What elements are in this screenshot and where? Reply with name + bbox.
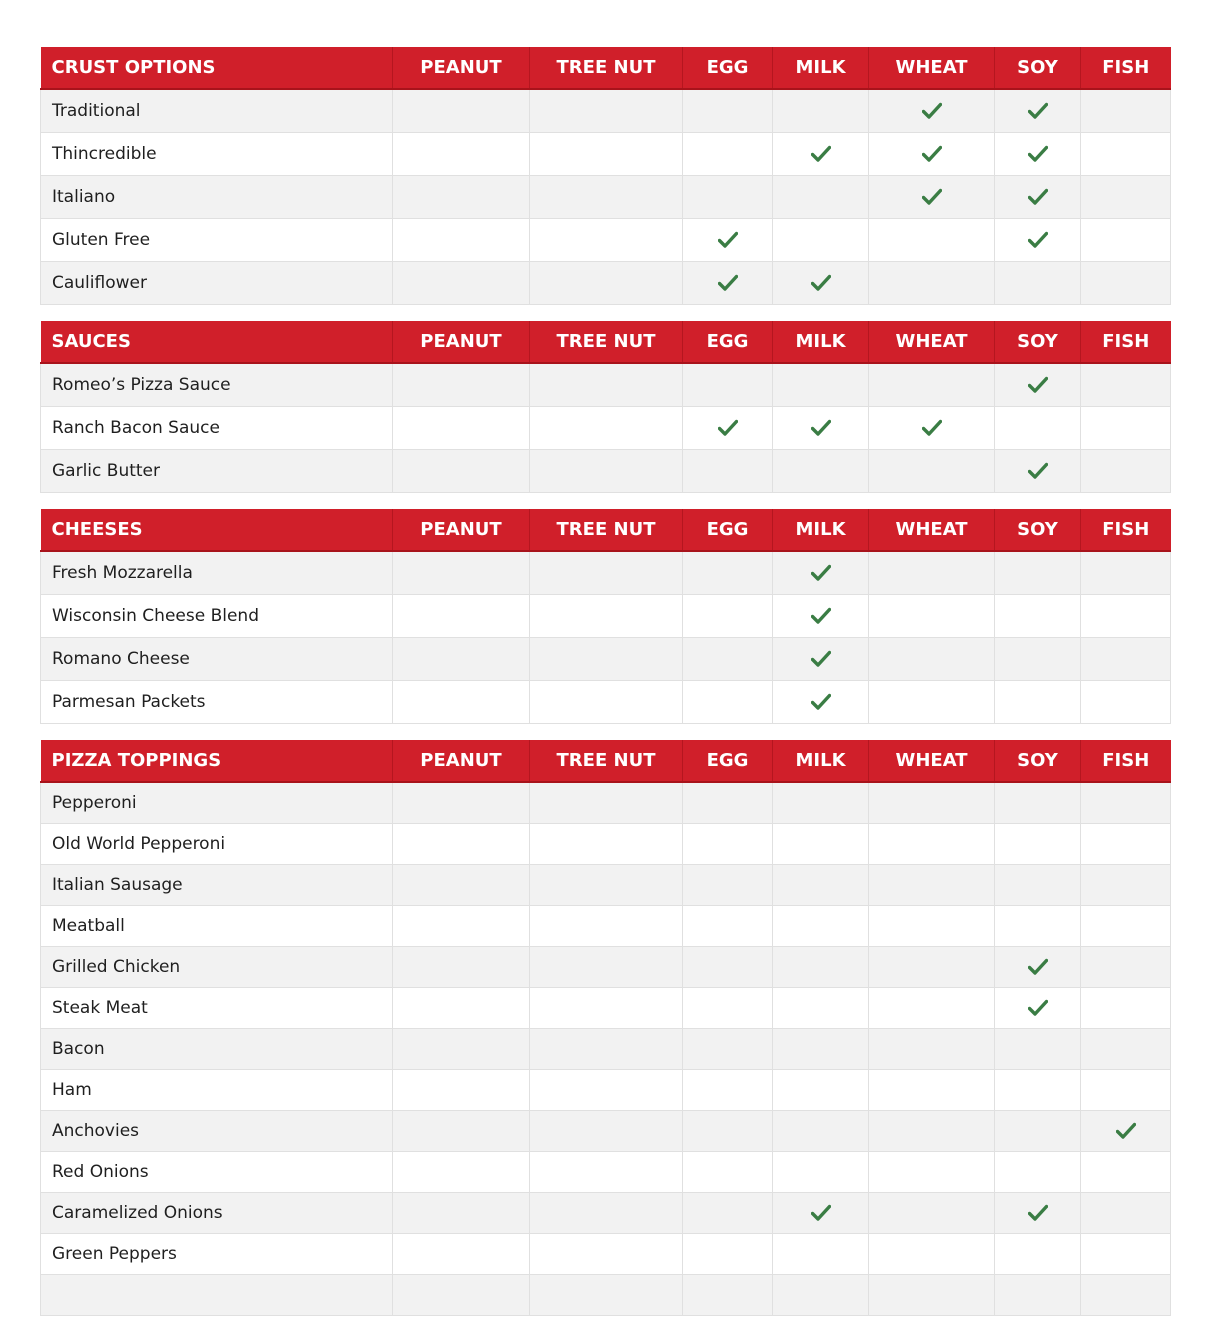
allergen-cell-milk — [773, 450, 869, 493]
allergen-cell-wheat — [869, 1152, 995, 1193]
allergen-cell-fish — [1081, 782, 1171, 824]
table-row — [41, 1111, 1171, 1152]
allergen-cell-soy — [995, 1029, 1081, 1070]
allergen-cell-soy — [995, 551, 1081, 595]
item-name: Parmesan Packets — [41, 681, 393, 724]
table-row — [41, 176, 1171, 219]
allergen-cell-milk — [773, 133, 869, 176]
allergen-cell-egg — [683, 450, 773, 493]
check-icon — [1116, 1122, 1136, 1140]
item-name: Cauliflower — [41, 262, 393, 305]
allergen-cell-egg — [683, 782, 773, 824]
allergen-cell-tree-nut — [530, 947, 683, 988]
item-name: Thincredible — [41, 133, 393, 176]
allergen-cell-milk — [773, 1070, 869, 1111]
allergen-cell-egg — [683, 1193, 773, 1234]
allergen-cell-soy — [995, 407, 1081, 450]
allergen-cell-milk — [773, 1111, 869, 1152]
allergen-cell-soy — [995, 1111, 1081, 1152]
allergen-cell-milk — [773, 551, 869, 595]
section-title: CHEESES — [41, 509, 393, 551]
allergen-cell-wheat — [869, 1193, 995, 1234]
column-header-wheat: WHEAT — [869, 509, 995, 551]
allergen-cell-soy — [995, 1152, 1081, 1193]
allergen-cell-tree-nut — [530, 450, 683, 493]
allergen-cell-fish — [1081, 219, 1171, 262]
check-icon — [811, 274, 831, 292]
allergen-cell-egg — [683, 1070, 773, 1111]
allergen-cell-milk — [773, 1152, 869, 1193]
item-name: Green Peppers — [41, 1234, 393, 1275]
allergen-cell-wheat — [869, 176, 995, 219]
allergen-cell-peanut — [393, 363, 530, 407]
allergen-cell-fish — [1081, 638, 1171, 681]
allergen-cell-tree-nut — [530, 782, 683, 824]
allergen-cell-fish — [1081, 1234, 1171, 1275]
allergen-cell-soy — [995, 1070, 1081, 1111]
allergen-cell-tree-nut — [530, 363, 683, 407]
allergen-cell-tree-nut — [530, 176, 683, 219]
allergen-cell-peanut — [393, 865, 530, 906]
allergen-cell-milk — [773, 865, 869, 906]
allergen-cell-milk — [773, 219, 869, 262]
allergen-cell-peanut — [393, 782, 530, 824]
allergen-cell-wheat — [869, 1070, 995, 1111]
column-header-wheat: WHEAT — [869, 740, 995, 782]
allergen-cell-wheat — [869, 1275, 995, 1316]
allergen-cell-egg — [683, 133, 773, 176]
allergen-cell-soy — [995, 363, 1081, 407]
allergen-cell-egg — [683, 681, 773, 724]
table-row — [41, 133, 1171, 176]
allergen-cell-peanut — [393, 262, 530, 305]
check-icon — [922, 145, 942, 163]
allergen-cell-egg — [683, 988, 773, 1029]
check-icon — [811, 145, 831, 163]
allergen-cell-peanut — [393, 1111, 530, 1152]
table-row — [41, 824, 1171, 865]
crust-options-table — [40, 47, 1171, 305]
table-row — [41, 947, 1171, 988]
column-header-soy: SOY — [995, 509, 1081, 551]
allergen-cell-fish — [1081, 865, 1171, 906]
allergen-cell-soy — [995, 824, 1081, 865]
table-row — [41, 407, 1171, 450]
allergen-cell-milk — [773, 262, 869, 305]
allergen-cell-milk — [773, 638, 869, 681]
allergen-cell-fish — [1081, 89, 1171, 133]
table-row — [41, 363, 1171, 407]
table-row — [41, 988, 1171, 1029]
check-icon — [1028, 1204, 1048, 1222]
table-row — [41, 551, 1171, 595]
check-icon — [1028, 958, 1048, 976]
check-icon — [1028, 145, 1048, 163]
allergen-cell-peanut — [393, 988, 530, 1029]
allergen-cell-wheat — [869, 133, 995, 176]
allergen-cell-wheat — [869, 638, 995, 681]
allergen-cell-fish — [1081, 262, 1171, 305]
allergen-cell-wheat — [869, 782, 995, 824]
allergen-cell-peanut — [393, 551, 530, 595]
check-icon — [718, 274, 738, 292]
allergen-chart — [40, 47, 1170, 1332]
item-name: Wisconsin Cheese Blend — [41, 595, 393, 638]
allergen-cell-soy — [995, 1275, 1081, 1316]
check-icon — [1028, 102, 1048, 120]
allergen-cell-milk — [773, 595, 869, 638]
allergen-cell-milk — [773, 176, 869, 219]
item-name: Old World Pepperoni — [41, 824, 393, 865]
allergen-cell-tree-nut — [530, 595, 683, 638]
item-name: Meatball — [41, 906, 393, 947]
allergen-cell-tree-nut — [530, 219, 683, 262]
column-header-tree-nut: TREE NUT — [530, 509, 683, 551]
check-icon — [1028, 999, 1048, 1017]
allergen-cell-soy — [995, 947, 1081, 988]
column-header-tree-nut: TREE NUT — [530, 740, 683, 782]
column-header-milk: MILK — [773, 321, 869, 363]
check-icon — [811, 650, 831, 668]
allergen-cell-fish — [1081, 595, 1171, 638]
check-icon — [811, 419, 831, 437]
column-header-soy: SOY — [995, 740, 1081, 782]
column-header-peanut: PEANUT — [393, 47, 530, 89]
allergen-cell-egg — [683, 595, 773, 638]
allergen-cell-egg — [683, 219, 773, 262]
allergen-cell-soy — [995, 89, 1081, 133]
allergen-cell-milk — [773, 824, 869, 865]
allergen-cell-egg — [683, 865, 773, 906]
column-header-egg: EGG — [683, 321, 773, 363]
allergen-cell-wheat — [869, 681, 995, 724]
item-name: Red Onions — [41, 1152, 393, 1193]
item-name: Romeo’s Pizza Sauce — [41, 363, 393, 407]
table-row — [41, 219, 1171, 262]
check-icon — [1028, 188, 1048, 206]
allergen-cell-egg — [683, 947, 773, 988]
allergen-cell-tree-nut — [530, 407, 683, 450]
allergen-cell-soy — [995, 1234, 1081, 1275]
allergen-cell-wheat — [869, 407, 995, 450]
allergen-cell-egg — [683, 176, 773, 219]
allergen-cell-fish — [1081, 1193, 1171, 1234]
column-header-peanut: PEANUT — [393, 740, 530, 782]
table-row — [41, 1029, 1171, 1070]
item-name: Anchovies — [41, 1111, 393, 1152]
table-row — [41, 865, 1171, 906]
check-icon — [718, 419, 738, 437]
allergen-cell-peanut — [393, 824, 530, 865]
table-header-row — [41, 321, 1171, 363]
allergen-cell-wheat — [869, 551, 995, 595]
allergen-cell-egg — [683, 363, 773, 407]
item-name: Garlic Butter — [41, 450, 393, 493]
allergen-cell-wheat — [869, 824, 995, 865]
allergen-cell-tree-nut — [530, 1193, 683, 1234]
allergen-cell-peanut — [393, 1152, 530, 1193]
allergen-cell-wheat — [869, 906, 995, 947]
column-header-peanut: PEANUT — [393, 321, 530, 363]
allergen-cell-milk — [773, 906, 869, 947]
allergen-cell-soy — [995, 782, 1081, 824]
allergen-cell-tree-nut — [530, 1111, 683, 1152]
allergen-cell-egg — [683, 407, 773, 450]
allergen-cell-fish — [1081, 947, 1171, 988]
allergen-cell-fish — [1081, 1029, 1171, 1070]
allergen-cell-fish — [1081, 551, 1171, 595]
allergen-cell-milk — [773, 1234, 869, 1275]
check-icon — [1028, 462, 1048, 480]
column-header-soy: SOY — [995, 47, 1081, 89]
allergen-cell-egg — [683, 1152, 773, 1193]
allergen-cell-egg — [683, 1029, 773, 1070]
allergen-cell-soy — [995, 133, 1081, 176]
item-name: Italiano — [41, 176, 393, 219]
check-icon — [811, 1204, 831, 1222]
table-row — [41, 1234, 1171, 1275]
allergen-cell-tree-nut — [530, 89, 683, 133]
table-row — [41, 906, 1171, 947]
allergen-cell-soy — [995, 595, 1081, 638]
check-icon — [811, 693, 831, 711]
allergen-cell-peanut — [393, 407, 530, 450]
item-name: Ranch Bacon Sauce — [41, 407, 393, 450]
column-header-wheat: WHEAT — [869, 47, 995, 89]
allergen-cell-egg — [683, 824, 773, 865]
table-row — [41, 1152, 1171, 1193]
table-header-row — [41, 740, 1171, 782]
table-row — [41, 1275, 1171, 1316]
allergen-cell-fish — [1081, 176, 1171, 219]
allergen-cell-tree-nut — [530, 262, 683, 305]
allergen-cell-milk — [773, 407, 869, 450]
allergen-cell-milk — [773, 89, 869, 133]
allergen-cell-tree-nut — [530, 681, 683, 724]
allergen-cell-tree-nut — [530, 1029, 683, 1070]
allergen-cell-fish — [1081, 407, 1171, 450]
allergen-cell-tree-nut — [530, 1152, 683, 1193]
table-row — [41, 782, 1171, 824]
allergen-cell-peanut — [393, 1070, 530, 1111]
allergen-cell-tree-nut — [530, 1275, 683, 1316]
allergen-cell-wheat — [869, 450, 995, 493]
check-icon — [1028, 231, 1048, 249]
allergen-cell-wheat — [869, 988, 995, 1029]
table-header-row — [41, 47, 1171, 89]
check-icon — [718, 231, 738, 249]
item-name: Gluten Free — [41, 219, 393, 262]
section-title: PIZZA TOPPINGS — [41, 740, 393, 782]
column-header-peanut: PEANUT — [393, 509, 530, 551]
check-icon — [811, 607, 831, 625]
allergen-cell-peanut — [393, 133, 530, 176]
allergen-cell-egg — [683, 1234, 773, 1275]
allergen-cell-soy — [995, 219, 1081, 262]
allergen-cell-tree-nut — [530, 551, 683, 595]
allergen-cell-milk — [773, 947, 869, 988]
allergen-cell-fish — [1081, 906, 1171, 947]
item-name: Grilled Chicken — [41, 947, 393, 988]
check-icon — [922, 419, 942, 437]
allergen-cell-peanut — [393, 1234, 530, 1275]
allergen-cell-peanut — [393, 947, 530, 988]
check-icon — [922, 188, 942, 206]
allergen-cell-milk — [773, 1029, 869, 1070]
allergen-cell-milk — [773, 988, 869, 1029]
allergen-cell-tree-nut — [530, 1070, 683, 1111]
allergen-cell-milk — [773, 1193, 869, 1234]
item-name: Steak Meat — [41, 988, 393, 1029]
allergen-cell-soy — [995, 681, 1081, 724]
table-row — [41, 1193, 1171, 1234]
allergen-cell-egg — [683, 551, 773, 595]
allergen-cell-peanut — [393, 450, 530, 493]
item-name: Traditional — [41, 89, 393, 133]
column-header-tree-nut: TREE NUT — [530, 47, 683, 89]
allergen-cell-tree-nut — [530, 1234, 683, 1275]
allergen-cell-peanut — [393, 595, 530, 638]
allergen-cell-soy — [995, 262, 1081, 305]
item-name: Pepperoni — [41, 782, 393, 824]
allergen-cell-wheat — [869, 1234, 995, 1275]
check-icon — [811, 564, 831, 582]
allergen-cell-wheat — [869, 1029, 995, 1070]
column-header-wheat: WHEAT — [869, 321, 995, 363]
allergen-cell-soy — [995, 865, 1081, 906]
allergen-cell-tree-nut — [530, 988, 683, 1029]
allergen-cell-peanut — [393, 1029, 530, 1070]
table-row — [41, 262, 1171, 305]
table-row — [41, 595, 1171, 638]
allergen-cell-soy — [995, 988, 1081, 1029]
item-name: Ham — [41, 1070, 393, 1111]
check-icon — [922, 102, 942, 120]
allergen-cell-fish — [1081, 450, 1171, 493]
column-header-milk: MILK — [773, 740, 869, 782]
allergen-cell-tree-nut — [530, 133, 683, 176]
allergen-cell-milk — [773, 681, 869, 724]
allergen-cell-egg — [683, 638, 773, 681]
section-title: SAUCES — [41, 321, 393, 363]
column-header-fish: FISH — [1081, 47, 1171, 89]
allergen-cell-wheat — [869, 865, 995, 906]
allergen-cell-peanut — [393, 176, 530, 219]
section-title: CRUST OPTIONS — [41, 47, 393, 89]
allergen-cell-peanut — [393, 681, 530, 724]
column-header-egg: EGG — [683, 740, 773, 782]
allergen-cell-soy — [995, 638, 1081, 681]
allergen-cell-peanut — [393, 1193, 530, 1234]
column-header-fish: FISH — [1081, 740, 1171, 782]
allergen-cell-wheat — [869, 89, 995, 133]
allergen-cell-fish — [1081, 133, 1171, 176]
allergen-cell-fish — [1081, 1111, 1171, 1152]
item-name: Caramelized Onions — [41, 1193, 393, 1234]
column-header-egg: EGG — [683, 47, 773, 89]
allergen-cell-soy — [995, 906, 1081, 947]
allergen-cell-wheat — [869, 595, 995, 638]
item-name: Italian Sausage — [41, 865, 393, 906]
allergen-cell-peanut — [393, 638, 530, 681]
table-row — [41, 1070, 1171, 1111]
column-header-milk: MILK — [773, 509, 869, 551]
allergen-cell-fish — [1081, 363, 1171, 407]
allergen-cell-wheat — [869, 219, 995, 262]
allergen-cell-fish — [1081, 1275, 1171, 1316]
allergen-cell-soy — [995, 176, 1081, 219]
allergen-cell-egg — [683, 89, 773, 133]
allergen-cell-peanut — [393, 906, 530, 947]
allergen-cell-fish — [1081, 988, 1171, 1029]
allergen-cell-fish — [1081, 824, 1171, 865]
allergen-cell-tree-nut — [530, 824, 683, 865]
allergen-cell-wheat — [869, 262, 995, 305]
item-name — [41, 1275, 393, 1316]
allergen-cell-tree-nut — [530, 638, 683, 681]
allergen-cell-egg — [683, 262, 773, 305]
column-header-fish: FISH — [1081, 509, 1171, 551]
allergen-cell-milk — [773, 782, 869, 824]
allergen-cell-soy — [995, 450, 1081, 493]
allergen-cell-tree-nut — [530, 865, 683, 906]
sauces-table — [40, 321, 1171, 493]
allergen-cell-milk — [773, 1275, 869, 1316]
cheeses-table — [40, 509, 1171, 724]
pizza-toppings-table — [40, 740, 1171, 1316]
allergen-cell-peanut — [393, 1275, 530, 1316]
allergen-cell-wheat — [869, 1111, 995, 1152]
allergen-cell-egg — [683, 1111, 773, 1152]
allergen-cell-tree-nut — [530, 906, 683, 947]
table-row — [41, 638, 1171, 681]
allergen-cell-fish — [1081, 1152, 1171, 1193]
column-header-tree-nut: TREE NUT — [530, 321, 683, 363]
column-header-soy: SOY — [995, 321, 1081, 363]
allergen-cell-fish — [1081, 681, 1171, 724]
column-header-egg: EGG — [683, 509, 773, 551]
allergen-cell-peanut — [393, 219, 530, 262]
table-row — [41, 89, 1171, 133]
allergen-cell-egg — [683, 1275, 773, 1316]
table-row — [41, 450, 1171, 493]
column-header-fish: FISH — [1081, 321, 1171, 363]
allergen-cell-wheat — [869, 947, 995, 988]
allergen-cell-fish — [1081, 1070, 1171, 1111]
allergen-cell-peanut — [393, 89, 530, 133]
table-header-row — [41, 509, 1171, 551]
check-icon — [1028, 376, 1048, 394]
table-row — [41, 681, 1171, 724]
item-name: Romano Cheese — [41, 638, 393, 681]
allergen-cell-milk — [773, 363, 869, 407]
allergen-cell-egg — [683, 906, 773, 947]
item-name: Fresh Mozzarella — [41, 551, 393, 595]
allergen-cell-wheat — [869, 363, 995, 407]
allergen-cell-soy — [995, 1193, 1081, 1234]
column-header-milk: MILK — [773, 47, 869, 89]
item-name: Bacon — [41, 1029, 393, 1070]
